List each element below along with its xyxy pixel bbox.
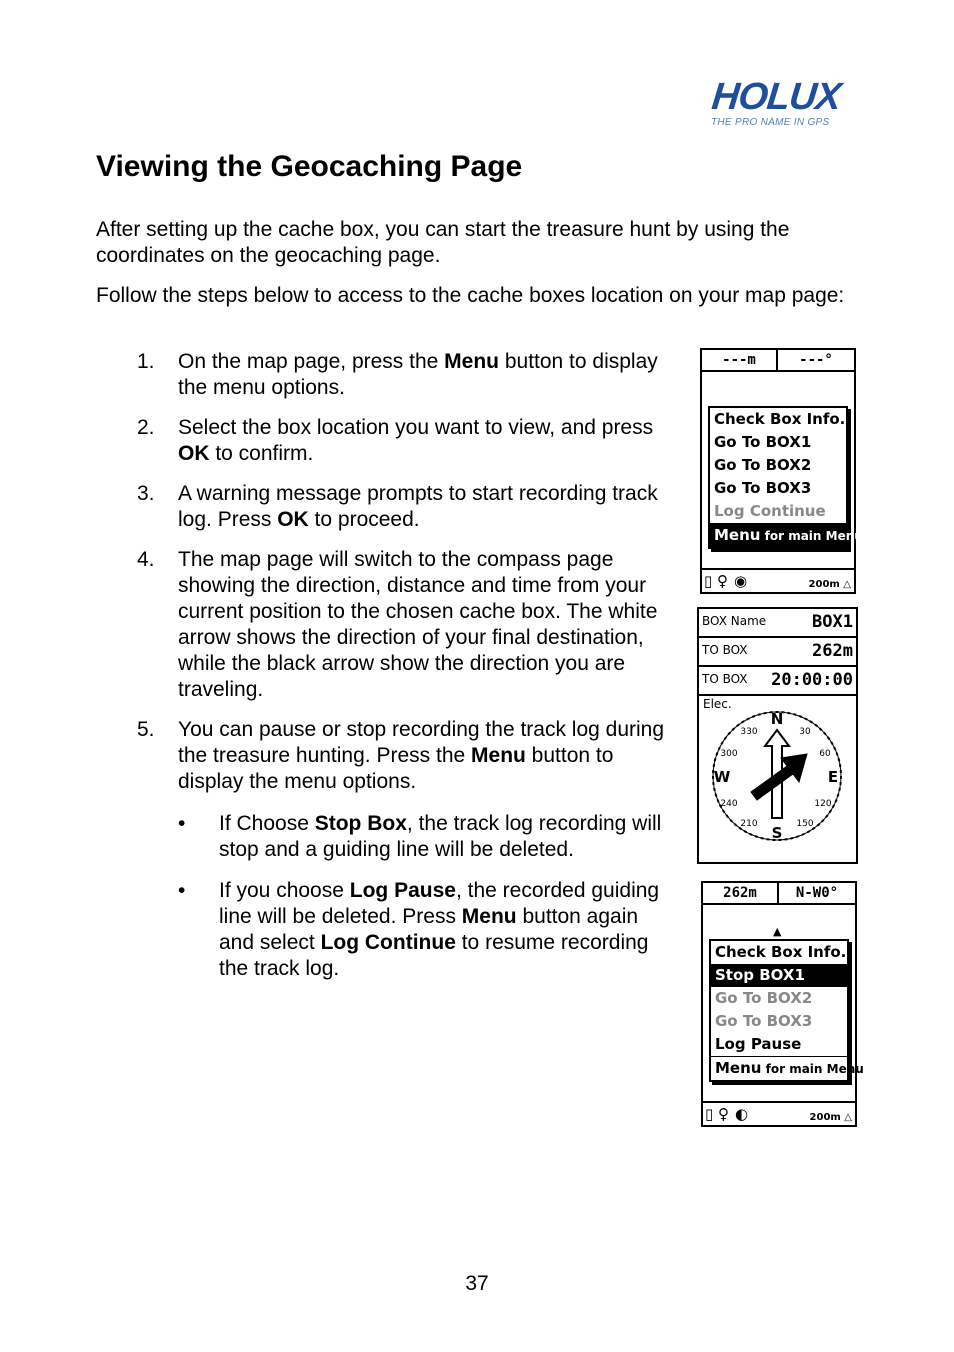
logo-wordmark: HOLUX bbox=[709, 76, 843, 118]
compass-dial bbox=[707, 706, 847, 846]
gps-screen-map-menu bbox=[700, 348, 863, 594]
status-bar bbox=[703, 883, 855, 905]
geocache-menu bbox=[709, 939, 864, 1082]
intro-paragraph: After setting up the cache box, you can start the treasure hunt by using the coordinates on the geocaching page. bbox=[96, 218, 790, 267]
bottom-bar bbox=[703, 1101, 855, 1125]
menu-item-go-to-box2[interactable]: Go To BOX2 bbox=[715, 989, 813, 1007]
compass-mode-label: Elec. bbox=[703, 697, 732, 711]
page-title: Viewing the Geocaching Page bbox=[96, 150, 523, 183]
svg-text:120: 120 bbox=[814, 799, 832, 809]
gps-screen-compass bbox=[697, 607, 858, 864]
menu-item-check-box-info[interactable]: Check Box Info. bbox=[715, 943, 847, 961]
info-row-distance: TO BOX 262m bbox=[699, 638, 856, 667]
step-number: 2. bbox=[137, 416, 155, 439]
bullet-dot: • bbox=[178, 812, 186, 835]
step-number: 5. bbox=[137, 718, 155, 741]
svg-text:300: 300 bbox=[720, 749, 738, 759]
menu-footer: Menu for main Menu bbox=[711, 1056, 847, 1080]
page-number: 37 bbox=[465, 1272, 489, 1295]
step-text: A warning message prompts to start recording track log. Press OK to proceed. bbox=[178, 482, 658, 531]
gps-signal-icon: ◐ bbox=[735, 1105, 749, 1123]
menu-footer: Menu for main Menu bbox=[710, 523, 846, 547]
menu-item-log-pause[interactable]: Log Pause bbox=[715, 1035, 802, 1053]
geocache-menu bbox=[708, 406, 863, 549]
battery-icon: ▯ bbox=[704, 572, 713, 590]
menu-item-go-to-box2[interactable]: Go To BOX2 bbox=[714, 456, 812, 474]
svg-text:240: 240 bbox=[720, 799, 738, 809]
step-number: 4. bbox=[137, 548, 155, 571]
svg-text:330: 330 bbox=[740, 727, 758, 737]
svg-text:N: N bbox=[770, 710, 784, 728]
heading-readout: N-W0° bbox=[795, 885, 839, 901]
menu-item-log-continue[interactable]: Log Continue bbox=[714, 502, 826, 520]
battery-icon: ▯ bbox=[705, 1105, 714, 1123]
menu-item-go-to-box3[interactable]: Go To BOX3 bbox=[714, 479, 812, 497]
bullet-dot: • bbox=[178, 879, 186, 902]
status-bar bbox=[702, 350, 854, 372]
menu-item-stop-box1[interactable]: Stop BOX1 bbox=[711, 964, 847, 987]
gps-screen-pause-menu bbox=[701, 881, 864, 1127]
step-text: On the map page, press the Menu button to display the menu options. bbox=[178, 350, 658, 399]
svg-text:30: 30 bbox=[799, 727, 811, 737]
step-text: The map page will switch to the compass page showing the direction, distance and time from your current position to the chosen cache box. The white arrow shows the direction of your final destination, while the black arrow show the direction you are traveling. bbox=[178, 548, 658, 701]
step-text: You can pause or stop recording the track log during the treasure hunting. Press the Menu button to display the menu options. bbox=[178, 718, 665, 793]
svg-text:S: S bbox=[771, 824, 783, 842]
info-row-box-name: BOX Name BOX1 bbox=[699, 609, 856, 638]
svg-text:60: 60 bbox=[819, 749, 831, 759]
step-number: 3. bbox=[137, 482, 155, 505]
info-row-time: TO BOX 20:00:00 bbox=[699, 667, 856, 696]
bullet-text: If Choose Stop Box, the track log recording will stop and a guiding line will be deleted. bbox=[219, 812, 662, 861]
logo-tagline: THE PRO NAME IN GPS bbox=[711, 117, 830, 128]
distance-readout: 262m bbox=[703, 883, 779, 903]
bullet-text: If you choose Log Pause, the recorded guiding line will be deleted. Press Menu button again and select Log Continue to resume recording the track log. bbox=[219, 879, 660, 980]
svg-text:150: 150 bbox=[796, 819, 814, 829]
menu-item-check-box-info[interactable]: Check Box Info. bbox=[714, 410, 846, 428]
svg-text:210: 210 bbox=[740, 819, 758, 829]
map-scale: 200m △ bbox=[809, 1112, 852, 1123]
bottom-bar bbox=[702, 568, 854, 592]
gps-signal-icon: ◉ bbox=[734, 572, 748, 590]
holux-logo bbox=[704, 76, 844, 136]
position-marker-icon: ▲ bbox=[773, 925, 782, 938]
distance-readout: ---m bbox=[702, 350, 778, 370]
map-scale: 200m △ bbox=[808, 579, 851, 590]
step-number: 1. bbox=[137, 350, 155, 373]
svg-text:W: W bbox=[713, 768, 731, 786]
backlight-icon: ♀ bbox=[718, 1105, 729, 1123]
heading-readout: ---° bbox=[799, 352, 833, 368]
steps-intro-paragraph: Follow the steps below to access to the cache boxes location on your map page: bbox=[96, 284, 845, 307]
step-text: Select the box location you want to view, and press OK to confirm. bbox=[178, 416, 654, 465]
menu-item-go-to-box1[interactable]: Go To BOX1 bbox=[714, 433, 812, 451]
menu-item-go-to-box3[interactable]: Go To BOX3 bbox=[715, 1012, 813, 1030]
svg-text:E: E bbox=[827, 768, 839, 786]
backlight-icon: ♀ bbox=[717, 572, 728, 590]
